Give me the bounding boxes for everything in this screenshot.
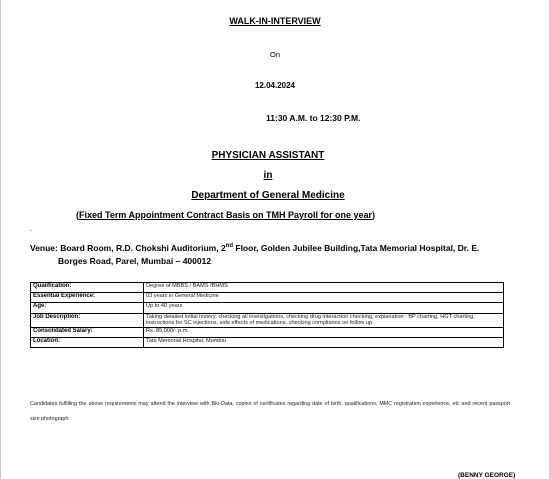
interview-date: 12.04.2024 <box>254 81 296 90</box>
basis-close-paren: ) <box>372 210 376 220</box>
row-value: Up to 40 years <box>144 303 504 313</box>
row-value: 03 years in General Medicine <box>144 293 504 303</box>
venue-prefix: Venue: Board Room, R.D. Chokshi Auditorium, 2 <box>30 242 226 253</box>
basis-text: Fixed Term Appointment Contract Basis on TMH Payroll for one year <box>79 210 373 220</box>
page-border-left <box>0 0 1 479</box>
row-value: Rs. 89,000/- p.m. <box>144 327 504 337</box>
row-label: Essential Experience: <box>31 293 144 303</box>
row-label: Age: <box>31 303 144 313</box>
table-row <box>31 303 504 313</box>
interview-time: 11:30 A.M. to 12:30 P.M. <box>266 113 361 123</box>
basis-open-paren: ( <box>76 210 79 220</box>
table-row <box>31 337 504 347</box>
department-name: Department of General Medicine <box>191 190 345 201</box>
venue-superscript: nd <box>225 243 234 249</box>
venue-line2: Borges Road, Parel, Mumbai – 400012 <box>58 255 212 266</box>
appointment-basis <box>76 210 375 220</box>
table-row <box>31 293 504 303</box>
row-label: Location: <box>31 337 144 347</box>
stray-mark: - <box>30 228 32 234</box>
in-word: in <box>263 170 273 181</box>
details-table <box>30 282 504 348</box>
table-row <box>31 327 504 337</box>
post-title: PHYSICIAN ASSISTANT <box>211 150 325 161</box>
candidate-instructions: Candidates fulfilling the above requirements may attend the interview with Bio-Data, copies of certificates regarding date of birth, qualifications, MMC registration experience, etc and recent passport size photograph. <box>30 401 510 422</box>
row-label: Job Description: <box>31 313 144 327</box>
row-label: Consolidated Salary: <box>31 327 144 337</box>
table-row <box>31 313 504 327</box>
table-row <box>31 283 504 293</box>
signatory-name: (BENNY GEORGE) <box>458 472 516 479</box>
on-label: On <box>269 50 280 59</box>
venue-block <box>30 240 520 268</box>
row-value: Tata Memorial Hospital, Mumbai <box>144 337 504 347</box>
row-value: Taking detailed initial history, checking all investigations, checking drug interaction checking, explanation : BP charting, HGT charting, instructions for SC injections, side effects of medications, checking compliance on follow up. <box>144 313 504 327</box>
page-title: WALK-IN-INTERVIEW <box>229 16 321 26</box>
venue-suffix: Floor, Golden Jubilee Building,Tata Memorial Hospital, Dr. E. <box>233 242 480 253</box>
row-label: Qualification: <box>31 283 144 293</box>
row-value: Degree of MBBS / BAMS /BHMS <box>144 283 504 293</box>
